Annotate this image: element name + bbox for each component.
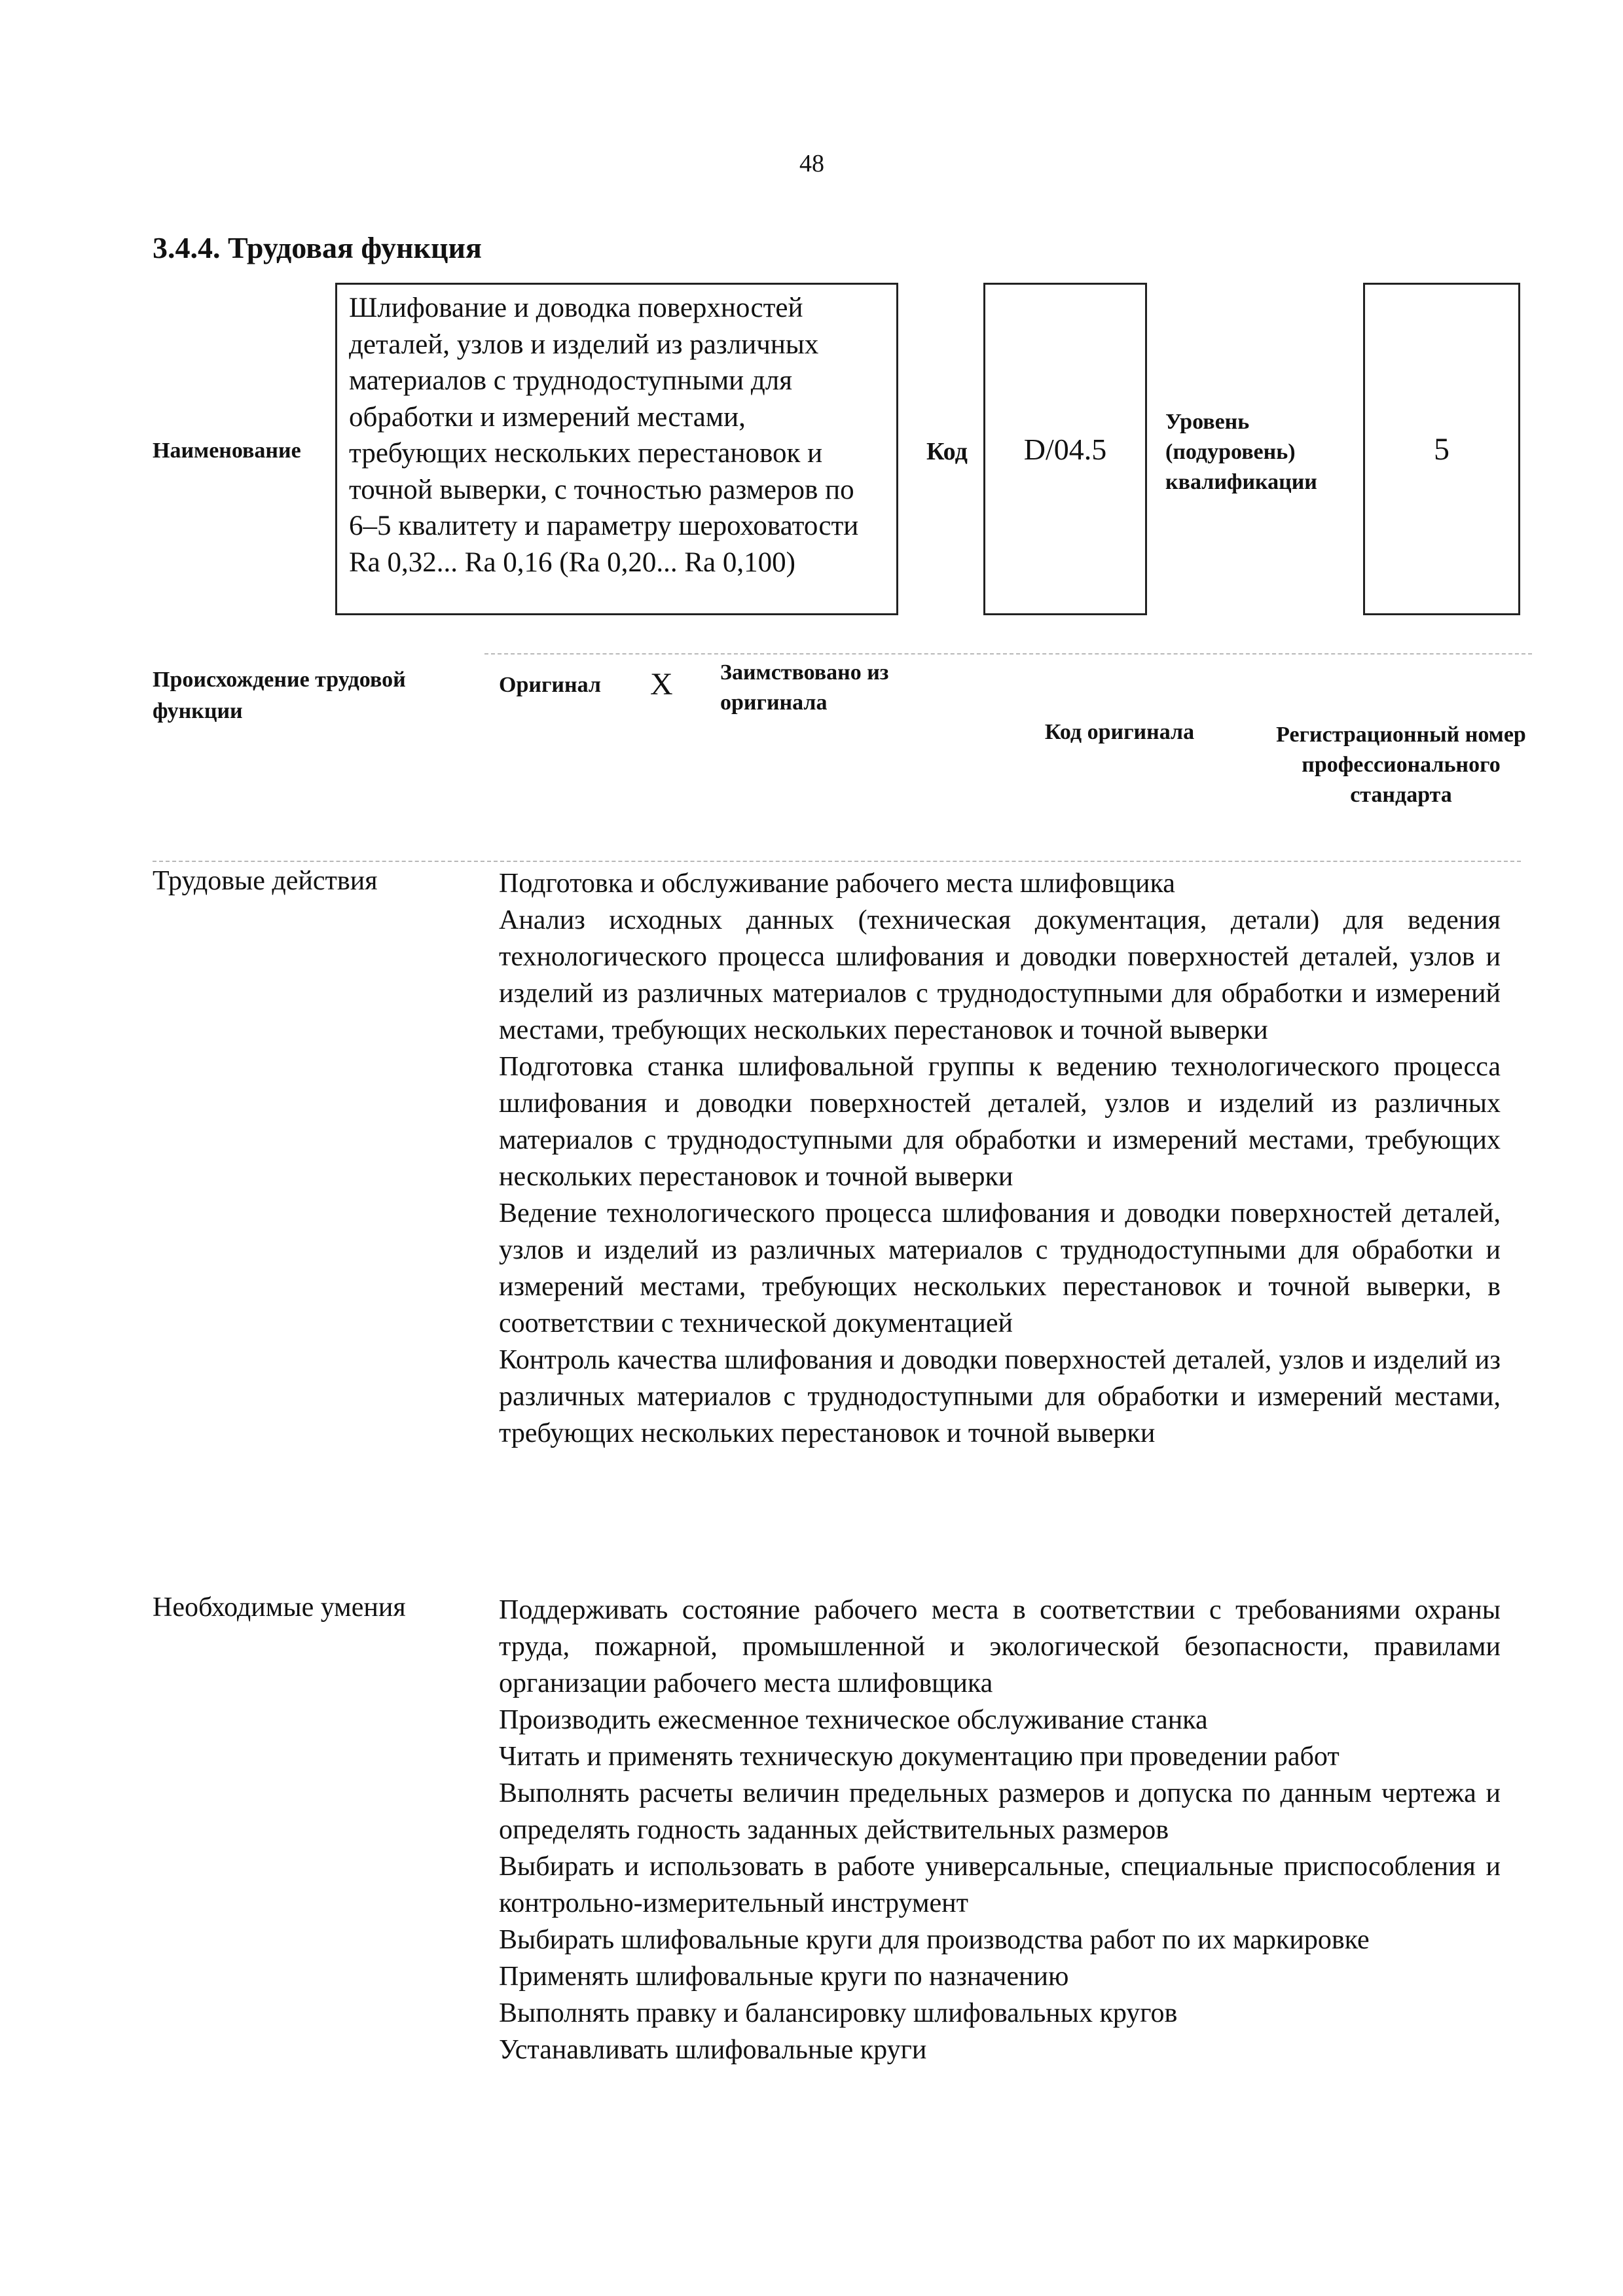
labor-actions-list xyxy=(499,865,1501,1452)
code-box xyxy=(983,283,1147,615)
origin-original-mark: X xyxy=(650,667,673,702)
labor-action-item: Анализ исходных данных (техническая документация, детали) для ведения технологического процесса шлифования и доводки поверхностей деталей, узлов и изделий из различных материалов с труднодоступными для обработки и измерений местами, требующих нескольких перестановок и точной выверки xyxy=(499,905,1501,1045)
skill-item: Выполнять расчеты величин предельных размеров и допуска по данным чертежа и определять годность заданных действительных размеров xyxy=(499,1778,1501,1845)
level-value: 5 xyxy=(1434,431,1450,467)
labor-action-item: Ведение технологического процесса шлифования и доводки поверхностей деталей, узлов и изделий из различных материалов с труднодоступными для обработки и измерений местами, требующих нескольких перестановок и точной выверки, в соответствии с технической документацией xyxy=(499,1198,1501,1338)
skills-label: Необходимые умения xyxy=(153,1592,406,1623)
skill-item: Выполнять правку и балансировку шлифовальных кругов xyxy=(499,1998,1178,2028)
level-label: Уровень (подуровень) квалификации xyxy=(1165,410,1317,494)
skill-item: Читать и применять техническую документацию при проведении работ xyxy=(499,1742,1340,1772)
skill-item: Выбирать и использовать в работе универсальные, специальные приспособления и контрольно-измерительный инструмент xyxy=(499,1852,1501,1918)
origin-borrowed-label: Заимствовано из оригинала xyxy=(720,660,889,715)
page-number: 48 xyxy=(799,150,824,177)
origin-title: Происхождение трудовой функции xyxy=(153,668,406,723)
origin-original-label: Оригинал xyxy=(499,673,601,697)
skill-item: Выбирать шлифовальные круги для производства работ по их маркировке xyxy=(499,1925,1370,1955)
name-value: Шлифование и доводка поверхностей деталей, узлов и изделий из различных материалов с труднодоступными для обработки и измерений местами, требующих нескольких перестановок и точной выверки, с точностью размеров по 6–5 квалитету и параметру шероховатости Ra 0,32... Ra 0,16 (Ra 0,20... Ra 0,100) xyxy=(335,283,898,615)
reg-number-label: Регистрационный номер профессионального стандарта xyxy=(1276,723,1526,807)
labor-action-item: Подготовка станка шлифовальной группы к ведению технологического процесса шлифования и доводки поверхностей деталей, узлов и изделий из различных материалов с труднодоступными для обработки и измерений местами, требующих нескольких перестановок и точной выверки xyxy=(499,1052,1501,1192)
code-value: D/04.5 xyxy=(1023,432,1107,466)
name-label: Наименование xyxy=(153,439,301,463)
skill-item: Устанавливать шлифовальные круги xyxy=(499,2035,927,2065)
skill-item: Поддерживать состояние рабочего места в соответствии с требованиями охраны труда, пожарной, промышленной и экологической безопасности, правилами организации рабочего места шлифовщика xyxy=(499,1595,1501,1698)
level-box xyxy=(1363,283,1520,615)
code-original-label: Код оригинала xyxy=(1044,720,1195,744)
labor-actions-label: Трудовые действия xyxy=(153,866,378,896)
skill-item: Производить ежесменное техническое обслуживание станка xyxy=(499,1705,1208,1735)
skill-item: Применять шлифовальные круги по назначению xyxy=(499,1962,1069,1992)
origin-top-divider xyxy=(484,653,1532,655)
labor-action-item: Подготовка и обслуживание рабочего места шлифовщика xyxy=(499,869,1175,899)
labor-action-item: Контроль качества шлифования и доводки поверхностей деталей, узлов и изделий из различных материалов с труднодоступными для обработки и измерений местами, требующих нескольких перестановок и точной выверки xyxy=(499,1345,1501,1448)
section-title: 3.4.4. Трудовая функция xyxy=(153,231,482,264)
code-label: Код xyxy=(926,438,968,465)
skills-list xyxy=(499,1592,1501,2068)
table-top-divider xyxy=(153,861,1521,862)
